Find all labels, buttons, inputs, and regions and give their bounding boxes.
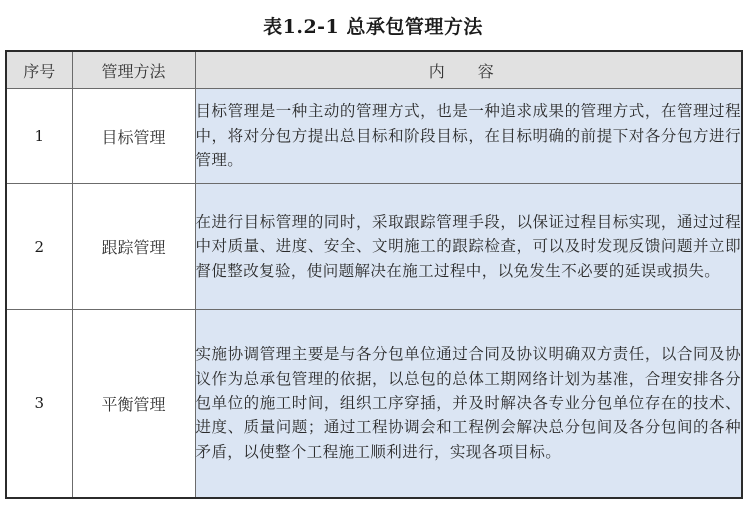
header-index: 序号 [6,51,72,89]
header-content: 内 容 [195,51,742,89]
table-title: 表1.2-1 总承包管理方法 [263,16,483,38]
row-content: 在进行目标管理的同时，采取跟踪管理手段，以保证过程目标实现，通过过程中对质量、进度、安全、文明施工的跟踪检查，可以及时发现反馈问题并立即督促整改复验，使问题解决在施工过程中，以免发生不必要的延误或损失。 [195,184,742,310]
row-index: 3 [6,310,72,498]
header-row [6,51,742,89]
header-method: 管理方法 [72,51,195,89]
row-content: 实施协调管理主要是与各分包单位通过合同及协议明确双方责任，以合同及协议作为总承包管理的依据，以总包的总体工期网络计划为基准，合理安排各分包单位的施工时间，组织工序穿插，并及时解决各专业分包单位存在的技术、进度、质量问题；通过工程协调会和工程例会解决总分包间及各分包间的各种矛盾，以使整个工程施工顺利进行，实现各项目标。 [195,310,742,498]
row-method: 目标管理 [72,89,195,184]
row-method: 跟踪管理 [72,184,195,310]
table-row [6,184,742,310]
row-index: 1 [6,89,72,184]
row-index: 2 [6,184,72,310]
row-method: 平衡管理 [72,310,195,498]
table-row [6,89,742,184]
row-content: 目标管理是一种主动的管理方式，也是一种追求成果的管理方式，在管理过程中，将对分包方提出总目标和阶段目标，在目标明确的前提下对各分包方进行管理。 [195,89,742,184]
table-row [6,310,742,498]
management-methods-table [5,50,743,499]
